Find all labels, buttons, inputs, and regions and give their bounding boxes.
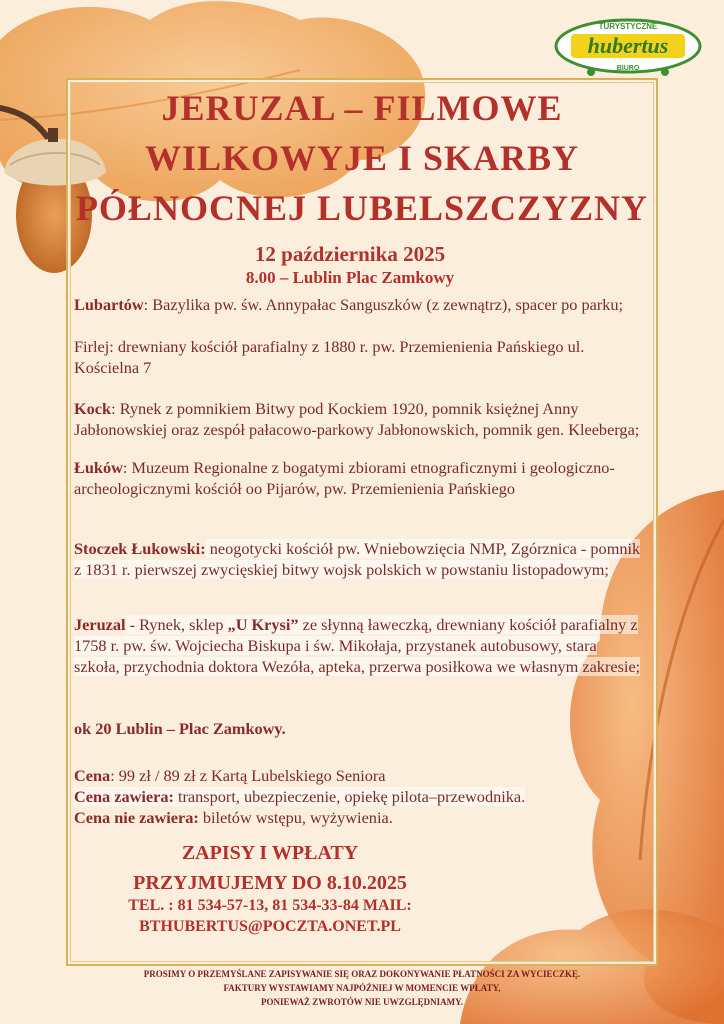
contact-email[interactable]: BTHUBERTUS@POCZTA.ONET.PL xyxy=(139,918,401,935)
svg-text:hubertus: hubertus xyxy=(587,33,669,58)
stop-jeruzal: Jeruzal - Rynek, sklep „U Krysi” ze słynną ławeczką, drewniany kościół parafialny z 1758 r. pw. św. Wojciecha Biskupa i św. Mikołaja, przystanek autobusowy, stara szkoła, przychodnia doktora Wezóła, apteka, przerwa posiłkowa we własnym zakresie; xyxy=(74,615,641,676)
title-line-2: WILKOWYJE I SKARBY xyxy=(144,138,580,178)
price-excludes: Cena nie zawiera: biletów wstępu, wyżywienia. xyxy=(74,808,393,827)
stop-label: Kock xyxy=(74,399,112,418)
signup-deadline: PRZYJMUJEMY DO 8.10.2025 xyxy=(133,872,407,894)
price-includes: Cena zawiera: transport, ubezpieczenie, opiekę pilota–przewodnika. xyxy=(74,787,526,806)
title-line-3: PÓŁNOCNEJ LUBELSZCZYZNY xyxy=(75,188,649,228)
stop-label: Łuków xyxy=(74,458,123,477)
return-info: ok 20 Lublin – Plac Zamkowy. xyxy=(74,719,286,738)
footer-note xyxy=(40,967,684,1009)
stop-firlej: Firlej: drewniany kościół parafialny z 1880 r. pw. Przemienienia Pańskiego ul. Kościelna 7 xyxy=(74,337,585,377)
hubertus-logo xyxy=(553,14,703,78)
footer-line-3: PONIEWAŻ ZWROTÓW NIE UWZGLĘDNIAMY. xyxy=(260,997,464,1007)
stop-label: Lubartów xyxy=(74,295,144,314)
price-line: Cena: 99 zł / 89 zł z Kartą Lubelskiego Seniora xyxy=(74,766,386,785)
footer-line-2: FAKTURY WYSTAWIAMY NAJPÓŹNIEJ W MOMENCIE WPŁATY, xyxy=(223,983,501,993)
footer-line-1: PROSIMY O PRZEMYŚLANE ZAPISYWANIE SIĘ ORAZ DOKONYWANIE PŁATNOŚCI ZA WYCIECZKĘ. xyxy=(143,969,581,979)
stop-label: Jeruzal xyxy=(74,615,126,634)
stop-stoczek: Stoczek Łukowski: neogotycki kościół pw. Wniebowzięcia NMP, Zgórznica - pomnik z 1831 r. pierwszej zwycięskiej bitwy wojsk polskich w powstaniu listopadowym; xyxy=(74,539,641,579)
trip-date: 12 października 2025 xyxy=(254,242,446,266)
svg-text:TURYSTYCZNE: TURYSTYCZNE xyxy=(598,22,658,31)
title-line-1: JERUZAL – FILMOWE xyxy=(161,88,563,128)
signup-heading: ZAPISY I WPŁATY xyxy=(181,842,359,864)
departure-info: 8.00 – Lublin Plac Zamkowy xyxy=(245,268,455,287)
stop-kock: Kock: Rynek z pomnikiem Bitwy pod Kockiem 1920, pomnik księżnej Anny Jabłonowskiej oraz zespół pałacowo-parkowy Jabłonowskich, pomnik gen. Kleeberga; xyxy=(74,399,640,439)
stop-lukow: Łuków: Muzeum Regionalne z bogatymi zbiorami etnograficznymi i geologiczno-archeologicznymi kościół oo Pijarów, pw. Przemienienia Pańskiego xyxy=(74,458,615,498)
stop-label: Stoczek Łukowski: xyxy=(74,539,206,558)
contact-phone: TEL. : 81 534-57-13, 81 534-33-84 MAIL: xyxy=(128,897,412,914)
svg-text:BIURO: BIURO xyxy=(616,65,640,72)
stop-lubartow: Lubartów: Bazylika pw. św. Annypałac Sanguszków (z zewnątrz), spacer po parku; xyxy=(74,295,624,314)
